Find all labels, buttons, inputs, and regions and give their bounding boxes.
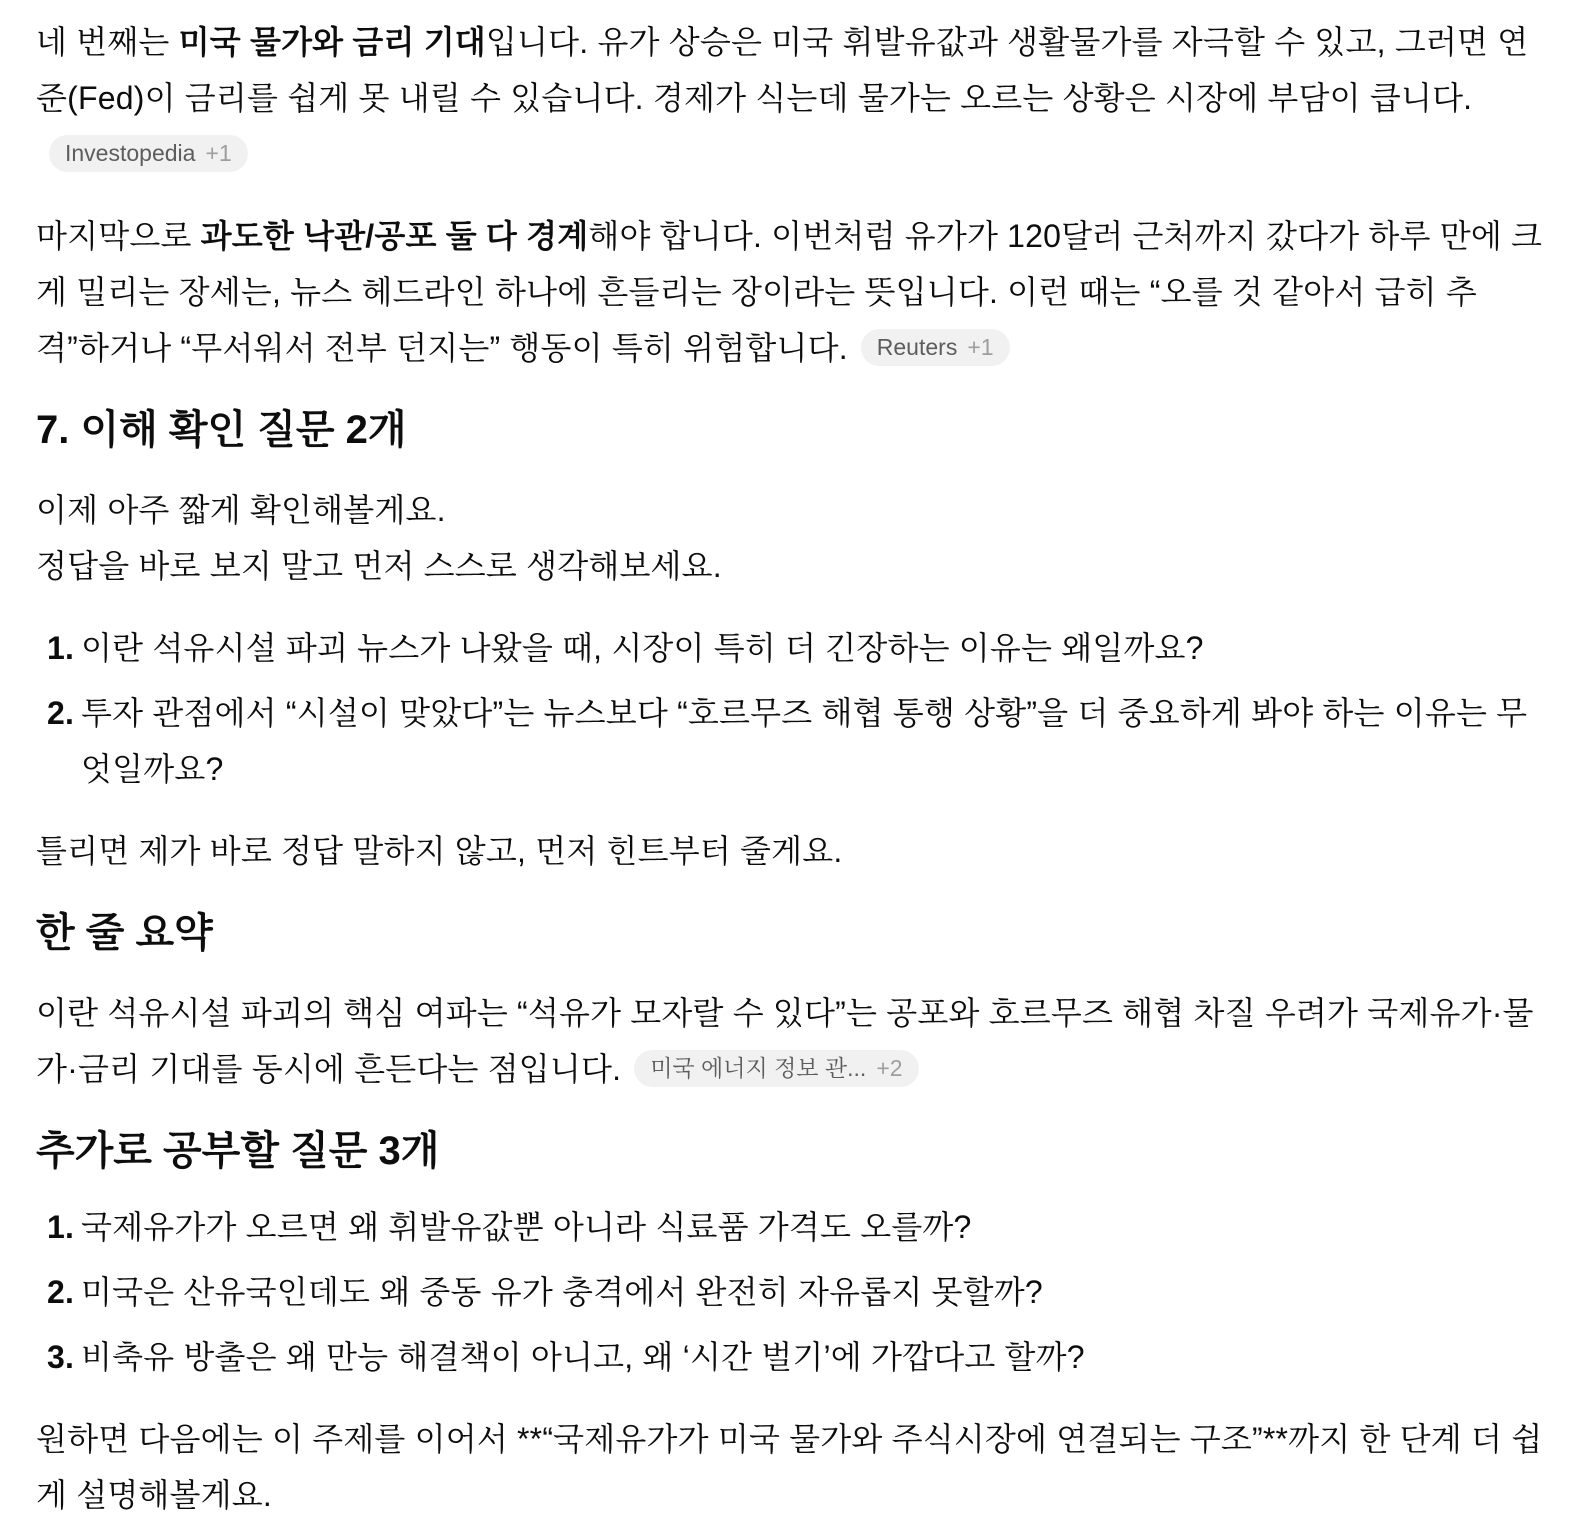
text-segment: 입니다. 유가 상승은 미국 휘발유값과 생활물가를 자극할 수 있고, 그러면 연준(Fed)이 금리를 쉽게 못 내릴 수 있습니다. 경제가 식는데 물가는 오르는 상황은 시장에 부담이 큽니다.	[36, 24, 1529, 116]
list-item-number: 3.	[47, 1339, 75, 1375]
bold-text-segment: 과도한 낙관/공포 둘 다 경계	[200, 218, 589, 254]
list-item	[36, 1329, 1548, 1385]
study-question-list	[36, 1199, 1548, 1385]
section-heading-summary: 한 줄 요약	[36, 911, 213, 955]
paragraph-closing	[36, 1411, 1548, 1523]
list-item-number: 1.	[47, 630, 75, 666]
list-item-text: 미국은 산유국인데도 왜 중동 유가 충격에서 완전히 자유롭지 못할까?	[81, 1274, 1043, 1310]
list-item-text: 이란 석유시설 파괴 뉴스가 나왔을 때, 시장이 특히 더 긴장하는 이유는 왜일까요?	[81, 630, 1204, 666]
text-segment: 정답을 바로 보지 말고 먼저 스스로 생각해보세요.	[36, 548, 722, 584]
list-item-number: 2.	[47, 695, 75, 731]
paragraph-us-inflation	[36, 14, 1548, 182]
list-item-number: 1.	[47, 1209, 75, 1245]
citation-extra-count: +1	[205, 140, 232, 167]
list-item-text: 국제유가가 오르면 왜 휘발유값뿐 아니라 식료품 가격도 오를까?	[81, 1209, 972, 1245]
citation-pill-eia[interactable]	[634, 1050, 918, 1087]
list-item	[36, 620, 1548, 676]
text-segment: 네 번째는	[36, 24, 179, 60]
text-segment: 틀리면 제가 바로 정답 말하지 않고, 먼저 힌트부터 줄게요.	[36, 833, 843, 869]
citation-source-label: Investopedia	[65, 140, 196, 167]
paragraph-summary	[36, 985, 1548, 1097]
paragraph-caution	[36, 208, 1548, 376]
list-item	[36, 685, 1548, 797]
section-heading-quiz: 7. 이해 확인 질문 2개	[36, 408, 407, 452]
list-item	[36, 1199, 1548, 1255]
bold-text-segment: 미국 물가와 금리 기대	[178, 24, 486, 60]
paragraph-quiz-outro	[36, 823, 1548, 879]
list-item-number: 2.	[47, 1274, 75, 1310]
text-segment: 이제 아주 짧게 확인해볼게요.	[36, 492, 446, 528]
text-segment: 원하면 다음에는 이 주제를 이어서 **“국제유가가 미국 물가와 주식시장에 연결되는 구조”**까지 한 단계 더 쉽게 설명해볼게요.	[36, 1421, 1543, 1513]
section-heading-study: 추가로 공부할 질문 3개	[36, 1129, 440, 1173]
citation-extra-count: +2	[876, 1055, 903, 1082]
text-segment: 해야 합니다. 이번처럼 유가가 120달러 근처까지 갔다가 하루 만에 크게 밀리는 장세는, 뉴스 헤드라인 하나에 흔들리는 장이라는 뜻입니다. 이런 때는 “오를 것 같아서 급히 추격”하거나 “무서워서 전부 던지는” 행동이 특히 위험합니다.	[36, 218, 1543, 366]
citation-pill-reuters[interactable]	[861, 329, 1010, 366]
citation-pill-investopedia[interactable]	[49, 135, 248, 172]
quiz-question-list	[36, 620, 1548, 797]
citation-extra-count: +1	[967, 334, 994, 361]
citation-source-label: 미국 에너지 정보 관...	[650, 1055, 867, 1082]
list-item-text: 투자 관점에서 “시설이 맞았다”는 뉴스보다 “호르무즈 해협 통행 상황”을 더 중요하게 봐야 하는 이유는 무엇일까요?	[81, 695, 1528, 787]
text-segment: 마지막으로	[36, 218, 201, 254]
list-item	[36, 1264, 1548, 1320]
paragraph-quiz-intro	[36, 482, 1548, 594]
citation-source-label: Reuters	[876, 334, 958, 361]
text-segment: 이란 석유시설 파괴의 핵심 여파는 “석유가 모자랄 수 있다”는 공포와 호르무즈 해협 차질 우려가 국제유가·물가·금리 기대를 동시에 흔든다는 점입니다.	[36, 995, 1534, 1087]
list-item-text: 비축유 방출은 왜 만능 해결책이 아니고, 왜 ‘시간 벌기’에 가깝다고 할까?	[81, 1339, 1085, 1375]
